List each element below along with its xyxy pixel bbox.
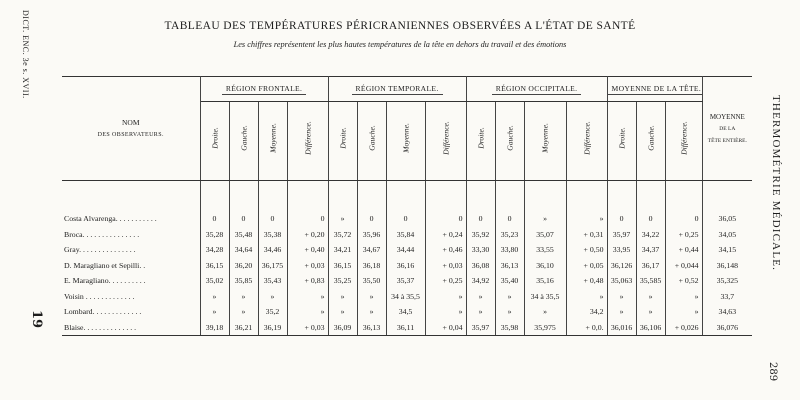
spacer-cell	[702, 181, 752, 212]
table-cell: »	[328, 304, 357, 320]
table-cell: + 0,05	[566, 258, 607, 274]
group-label: RÉGION OCCIPITALE.	[492, 84, 582, 95]
observer-name: Costa Alvarenga. . . . . . . . . . .	[62, 211, 200, 227]
table-cell: 36,19	[258, 320, 287, 336]
table-cell: »	[328, 211, 357, 227]
observer-name: Lombard. . . . . . . . . . . . .	[62, 304, 200, 320]
table-cell: 0	[258, 211, 287, 227]
table-row	[62, 320, 752, 336]
spacer-cell	[229, 181, 258, 212]
table-cell: + 0,0.	[566, 320, 607, 336]
table-cell: 36,106	[636, 320, 665, 336]
table-cell: 35,585	[636, 273, 665, 289]
observer-name: Gray. . . . . . . . . . . . . . .	[62, 242, 200, 258]
table-cell: 35,96	[357, 227, 386, 243]
table-cell: + 0,24	[425, 227, 466, 243]
table-cell: + 0,03	[287, 320, 328, 336]
spacer-cell	[566, 181, 607, 212]
table-cell: »	[328, 289, 357, 305]
table-cell: »	[357, 289, 386, 305]
table-cell: + 0,44	[665, 242, 702, 258]
table-cell: »	[636, 289, 665, 305]
table-cell: 35,43	[258, 273, 287, 289]
table-cell: »	[287, 289, 328, 305]
table-cell: + 0,40	[287, 242, 328, 258]
table-cell: 34,22	[636, 227, 665, 243]
table-cell: + 0,48	[566, 273, 607, 289]
table-cell: + 0,31	[566, 227, 607, 243]
table-cell: 0	[229, 211, 258, 227]
spacer-cell	[665, 181, 702, 212]
column-label: Droite.	[210, 127, 219, 149]
table-cell: 33,80	[495, 242, 524, 258]
spacer-cell	[62, 181, 200, 212]
table-cell: 34,05	[718, 229, 737, 239]
column-label: Moyenne.	[268, 123, 277, 153]
table-cell: 35,38	[258, 227, 287, 243]
table-cell: + 0,044	[665, 258, 702, 274]
table-cell: 35,40	[495, 273, 524, 289]
table-cell: »	[636, 304, 665, 320]
spacer-cell	[466, 181, 495, 212]
table-cell: »	[287, 304, 328, 320]
table-cell: »	[466, 304, 495, 320]
table-cell: 36,18	[357, 258, 386, 274]
table-cell: »	[566, 211, 607, 227]
observer-name: Broca. . . . . . . . . . . . . . .	[62, 227, 200, 243]
table-cell: 0	[425, 211, 466, 227]
table-cell: 35,92	[466, 227, 495, 243]
table-cell: 35,25	[328, 273, 357, 289]
table-cell: 34 à 35,5	[386, 289, 425, 305]
table-cell: 34,21	[328, 242, 357, 258]
margin-running-head: DICT. ENC. 3e s. XVII.	[21, 10, 30, 99]
spacer-cell	[607, 181, 636, 212]
table-cell: 36,05	[718, 214, 737, 224]
table-cell: 33,30	[466, 242, 495, 258]
table-cell: 36,13	[357, 320, 386, 336]
table-cell: 34,37	[636, 242, 665, 258]
col-frontale-difference	[287, 102, 328, 181]
col-frontale-gauche	[229, 102, 258, 181]
column-label: Gauche.	[239, 125, 248, 151]
table-body	[62, 181, 752, 336]
table-cell: »	[495, 289, 524, 305]
table-row	[62, 211, 752, 227]
table-cell: »	[229, 289, 258, 305]
col-temporale-moyenne	[386, 102, 425, 181]
spacer-cell	[524, 181, 566, 212]
table-cell: »	[524, 211, 566, 227]
table-cell: »	[425, 289, 466, 305]
col-tete-droite	[607, 102, 636, 181]
table-cell: 36,08	[466, 258, 495, 274]
table-cell: + 0,03	[425, 258, 466, 274]
table-cell: 36,15	[328, 258, 357, 274]
table-cell: 33,55	[524, 242, 566, 258]
group-temporale	[328, 77, 466, 102]
page-number-left: 19	[29, 310, 44, 329]
table-cell: »	[607, 289, 636, 305]
table-cell: 35,16	[524, 273, 566, 289]
table-cell: »	[229, 304, 258, 320]
col-frontale-droite	[200, 102, 229, 181]
column-label: Droite.	[476, 127, 486, 149]
group-label: RÉGION TEMPORALE.	[352, 84, 443, 95]
table-cell: 35,07	[524, 227, 566, 243]
table-cell: 36,17	[636, 258, 665, 274]
table-cell: + 0,04	[425, 320, 466, 336]
table-cell: + 0,46	[425, 242, 466, 258]
table-cell: 36,16	[386, 258, 425, 274]
table-cell: 0	[287, 211, 328, 227]
spacer-cell	[287, 181, 328, 212]
temperature-table	[62, 76, 752, 336]
group-moyenne-tete	[607, 77, 702, 102]
column-label: Gauche.	[646, 125, 656, 151]
table-cell: 36,20	[229, 258, 258, 274]
table-cell: + 0,25	[665, 227, 702, 243]
column-label: Gauche.	[505, 125, 515, 151]
table-cell: 35,97	[607, 227, 636, 243]
spacer-cell	[200, 181, 229, 212]
table-cell: »	[665, 289, 702, 305]
col-occipitale-gauche	[495, 102, 524, 181]
table-cell: 36,126	[607, 258, 636, 274]
table-cell: 36,016	[607, 320, 636, 336]
table-cell: 36,21	[229, 320, 258, 336]
table-cell: 35,72	[328, 227, 357, 243]
spacer-cell	[636, 181, 665, 212]
column-label: Moyenne.	[401, 123, 411, 153]
table-cell: 35,063	[607, 273, 636, 289]
col-occipitale-droite	[466, 102, 495, 181]
table-cell: + 0,50	[566, 242, 607, 258]
table-cell: »	[425, 304, 466, 320]
table-cell: 34,44	[386, 242, 425, 258]
table-cell: 0	[466, 211, 495, 227]
table-row	[62, 273, 752, 289]
table-cell: 36,10	[524, 258, 566, 274]
table-cell: 35,2	[258, 304, 287, 320]
spacer-cell	[357, 181, 386, 212]
col-tete-gauche	[636, 102, 665, 181]
table-cell: 34,64	[229, 242, 258, 258]
column-label: Droite.	[338, 127, 348, 149]
observer-name: D. Maragliano et Sepilli. .	[62, 258, 200, 274]
table-row	[62, 242, 752, 258]
table-cell: »	[258, 289, 287, 305]
group-header-row	[62, 77, 752, 102]
moyenne-line2: DE LA	[719, 125, 736, 132]
column-label: Différence.	[679, 121, 689, 155]
table-row	[62, 289, 752, 305]
table-cell: 35,325	[716, 276, 739, 286]
table-row	[62, 258, 752, 274]
table-cell: 35,50	[357, 273, 386, 289]
table-cell: 36,076	[702, 320, 752, 336]
page-title: TABLEAU DES TEMPÉRATURES PÉRICRANIENNES OBSERVÉES A L'ÉTAT DE SANTÉ	[164, 20, 636, 32]
table-cell: 34,28	[200, 242, 229, 258]
table-cell: 34,92	[466, 273, 495, 289]
table-cell: 0	[386, 211, 425, 227]
col-occipitale-moyenne	[524, 102, 566, 181]
table-cell: 0	[607, 211, 636, 227]
table-cell: 35,98	[495, 320, 524, 336]
table-cell: 0	[495, 211, 524, 227]
moyenne-line3: TÊTE ENTIÈRE.	[707, 137, 747, 144]
col-frontale-moyenne	[258, 102, 287, 181]
table-cell: + 0,20	[287, 227, 328, 243]
moyenne-column-header	[702, 77, 752, 181]
column-label: Gauche.	[367, 125, 377, 151]
table-cell: + 0,83	[287, 273, 328, 289]
table-cell: »	[566, 289, 607, 305]
table-cell: 34,2	[566, 304, 607, 320]
observer-name: Voisin . . . . . . . . . . . . .	[62, 289, 200, 305]
table-cell: 35,37	[386, 273, 425, 289]
table-cell: »	[607, 304, 636, 320]
table-cell: + 0,52	[665, 273, 702, 289]
spacer-row	[62, 181, 752, 212]
group-label: RÉGION FRONTALE.	[222, 84, 306, 95]
table-cell: 34,46	[258, 242, 287, 258]
table-cell: »	[357, 304, 386, 320]
table-cell: 36,15	[200, 258, 229, 274]
spacer-cell	[386, 181, 425, 212]
group-label: MOYENNE DE LA TÊTE.	[608, 84, 703, 95]
table-cell: 34 à 35,5	[524, 289, 566, 305]
table-cell: 36,13	[495, 258, 524, 274]
observer-name: Blaise. . . . . . . . . . . . . .	[62, 320, 200, 336]
column-label: Différence.	[582, 121, 592, 155]
column-label: Moyenne.	[540, 123, 550, 153]
group-occipitale	[466, 77, 607, 102]
table-cell: + 0,03	[287, 258, 328, 274]
table-cell: »	[665, 304, 702, 320]
table-cell: 36,09	[328, 320, 357, 336]
table-cell: + 0,25	[425, 273, 466, 289]
observer-name: E. Maragliano. . . . . . . . . .	[62, 273, 200, 289]
table-cell: 0	[200, 211, 229, 227]
table-cell: + 0,026	[665, 320, 702, 336]
name-header: NOM	[121, 117, 140, 127]
col-tete-difference	[665, 102, 702, 181]
column-label: Différence.	[303, 121, 312, 155]
spacer-cell	[328, 181, 357, 212]
table-cell: »	[524, 304, 566, 320]
table-cell: 35,23	[495, 227, 524, 243]
table-cell: »	[200, 304, 229, 320]
table-cell: 36,175	[258, 258, 287, 274]
name-subheader: DES OBSERVATEURS.	[97, 131, 164, 138]
table-cell: 35,975	[524, 320, 566, 336]
table-cell: 35,84	[386, 227, 425, 243]
column-label: Droite.	[617, 127, 627, 149]
table-cell: 34,5	[386, 304, 425, 320]
spacer-cell	[495, 181, 524, 212]
spacer-cell	[425, 181, 466, 212]
table-cell: 33,7	[720, 291, 735, 301]
name-column-header	[62, 77, 200, 181]
table-cell: 33,95	[607, 242, 636, 258]
table-cell: 34,15	[718, 245, 737, 255]
margin-section-title: THERMOMÉTRIE MÉDICALE.	[770, 95, 782, 272]
table-cell: 35,85	[229, 273, 258, 289]
column-label: Différence.	[441, 121, 451, 155]
table-cell: »	[495, 304, 524, 320]
table-row	[62, 227, 752, 243]
table-row	[62, 304, 752, 320]
group-frontale	[200, 77, 328, 102]
spacer-cell	[258, 181, 287, 212]
table-cell: 35,48	[229, 227, 258, 243]
col-temporale-difference	[425, 102, 466, 181]
col-occipitale-difference	[566, 102, 607, 181]
moyenne-line1: MOYENNE	[709, 112, 745, 121]
table-cell: 34,63	[718, 307, 737, 317]
table-cell: 36,11	[386, 320, 425, 336]
table-cell: 0	[665, 211, 702, 227]
table-cell: 35,28	[200, 227, 229, 243]
table-cell: 36,148	[716, 260, 739, 270]
col-temporale-droite	[328, 102, 357, 181]
table-cell: 35,02	[200, 273, 229, 289]
table-cell: 34,67	[357, 242, 386, 258]
table-cell: »	[200, 289, 229, 305]
table-cell: 0	[636, 211, 665, 227]
table-cell: 35,97	[466, 320, 495, 336]
table-cell: 39,18	[200, 320, 229, 336]
col-temporale-gauche	[357, 102, 386, 181]
page-subtitle: Les chiffres représentent les plus hautes températures de la tête en dehors du travail et des émotions	[233, 40, 567, 49]
table-cell: 0	[357, 211, 386, 227]
page-number-right: 289	[767, 362, 778, 382]
table-cell: »	[466, 289, 495, 305]
